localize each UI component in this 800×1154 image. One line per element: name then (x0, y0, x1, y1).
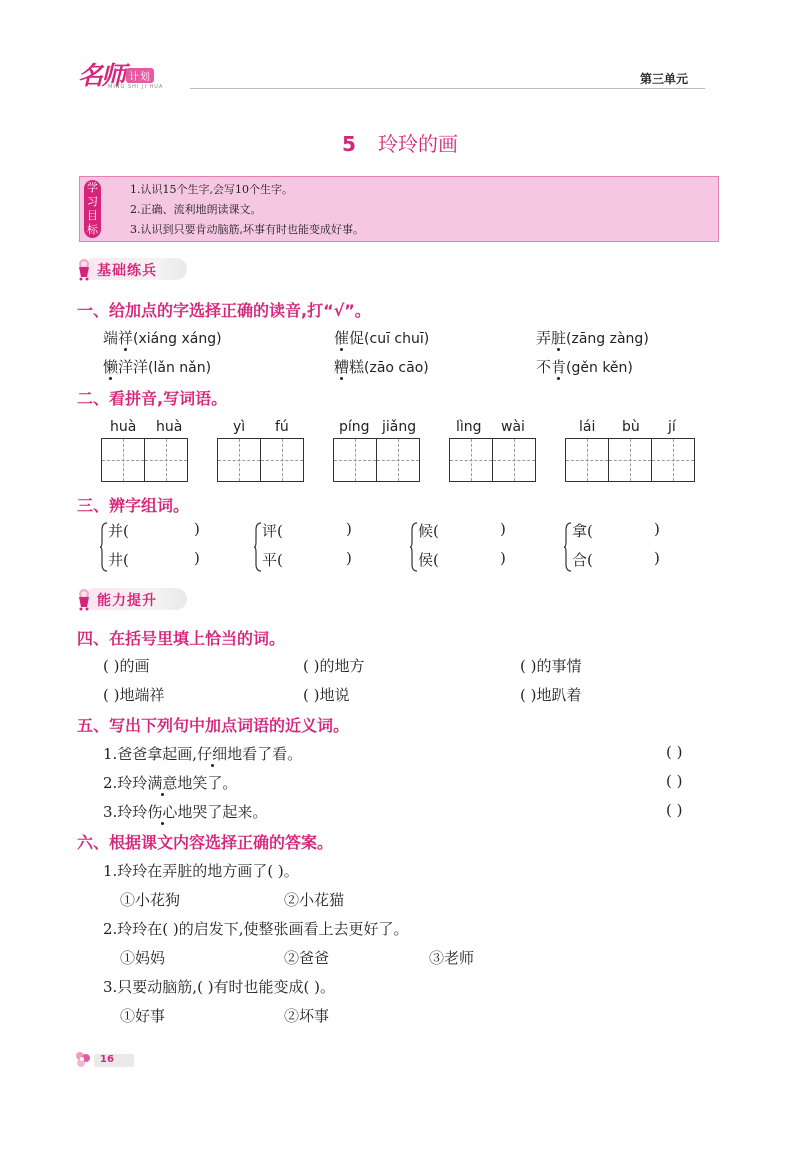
q4-heading: 四、在括号里填上恰当的词。 (77, 629, 286, 648)
writing-grid[interactable] (102, 438, 188, 482)
grid-cell[interactable] (449, 438, 493, 482)
q3-heading: 三、辨字组词。 (77, 496, 190, 515)
q6-option[interactable]: ②坏事 (284, 1007, 330, 1025)
grid-cell[interactable] (260, 438, 304, 482)
writing-grid[interactable] (566, 438, 695, 482)
q5-sentence (103, 772, 237, 793)
brace-icon (254, 522, 262, 572)
goals-tag-char: 标 (87, 223, 98, 236)
q2-pinyin: yì (233, 419, 246, 435)
q3-char: 候( (418, 522, 439, 540)
grid-cell[interactable] (376, 438, 420, 482)
q2-pinyin: jiǎng (382, 419, 417, 435)
q2-pinyin: fú (275, 419, 289, 435)
q1-text: 糕 (349, 358, 365, 376)
q1-dotted-char: 懒 (103, 358, 119, 376)
q3-char: 拿( (572, 522, 593, 540)
q1-options: (cuī chuī) (364, 331, 430, 347)
q1-item (334, 327, 429, 348)
q1-options: (gěn kěn) (566, 360, 633, 376)
q1-dotted-char: 催 (334, 329, 350, 347)
q1-heading: 一、给加点的字选择正确的读音,打“√”。 (77, 301, 371, 320)
banner-title: 能力提升 (97, 593, 157, 609)
q3-char: 合( (572, 551, 593, 569)
writing-grid[interactable] (450, 438, 536, 482)
page-number-text: 16 (100, 1054, 114, 1065)
q5-sentence (103, 743, 302, 764)
q1-options: (lǎn nǎn) (148, 360, 212, 376)
q1-item (103, 327, 222, 348)
goals-list (130, 180, 364, 240)
q2-pinyin: huà (110, 419, 137, 435)
q5-answer-blank[interactable]: ( ) (666, 772, 683, 790)
q1-text: 端 (103, 329, 119, 347)
grid-cell[interactable] (651, 438, 695, 482)
q1-dotted-char: 肯 (551, 358, 567, 376)
q5-answer-blank[interactable]: ( ) (666, 801, 683, 819)
logo-badge: 计划 (126, 68, 154, 83)
q5-text: 1.爸爸拿起画, (103, 745, 198, 763)
q3-close: ) (654, 549, 660, 567)
q3-pair (564, 520, 694, 576)
goals-tag-char: 目 (87, 209, 98, 222)
brace-icon (100, 522, 108, 572)
q3-close: ) (346, 549, 352, 567)
q4-item[interactable]: ( )地端祥 (103, 686, 165, 704)
section-banner-ability (75, 585, 195, 615)
q5-dotted-word: 仔细 (197, 745, 228, 763)
grid-cell[interactable] (144, 438, 188, 482)
goal-item: 2.正确、流利地朗读课文。 (130, 203, 262, 216)
q4-item[interactable]: ( )地说 (303, 686, 350, 704)
q1-text: 弄 (536, 329, 552, 347)
q5-text: 2.玲玲 (103, 774, 148, 792)
page-number (72, 1050, 142, 1072)
goals-tag-char: 习 (87, 195, 98, 208)
q3-close: ) (194, 549, 200, 567)
grid-cell[interactable] (333, 438, 377, 482)
q6-option[interactable]: ①好事 (120, 1007, 166, 1025)
q5-text: 地笑了。 (177, 774, 238, 792)
q1-item (536, 356, 633, 377)
q4-item[interactable]: ( )的画 (103, 657, 150, 675)
banner-title: 基础练兵 (97, 263, 157, 279)
q4-item[interactable]: ( )地趴着 (520, 686, 582, 704)
q5-text: 地看了看。 (227, 745, 303, 763)
flower-icon (72, 1050, 94, 1070)
q3-close: ) (194, 520, 200, 538)
goals-tag-char: 学 (87, 181, 98, 194)
writing-grid[interactable] (218, 438, 304, 482)
learning-goals-box (79, 176, 719, 242)
lesson-name: 玲玲的画 (377, 132, 458, 156)
q3-pair (100, 520, 230, 576)
q6-question: 1.玲玲在弄脏的地方画了( )。 (103, 862, 299, 880)
logo-subtitle: MING SHI JI HUA (108, 84, 164, 90)
q3-close: ) (654, 520, 660, 538)
q3-char: 井( (108, 551, 129, 569)
q1-text: 洋洋 (118, 358, 149, 376)
writing-grid[interactable] (334, 438, 420, 482)
q6-question: 3.只要动脑筋,( )有时也能变成( )。 (103, 978, 336, 996)
q1-item (334, 356, 429, 377)
girl-mascot-icon (75, 587, 93, 611)
grid-cell[interactable] (101, 438, 145, 482)
q2-heading: 二、看拼音,写词语。 (77, 389, 228, 408)
goal-item: 3.认识到只要肯动脑筋,坏事有时也能变成好事。 (130, 223, 364, 236)
q3-pair (410, 520, 540, 576)
goal-item: 1.认识15个生字,会写10个生字。 (130, 183, 293, 196)
q3-char: 并( (108, 522, 129, 540)
q1-dotted-char: 祥 (118, 329, 134, 347)
q6-heading: 六、根据课文内容选择正确的答案。 (77, 833, 334, 852)
q2-pinyin: bù (622, 419, 640, 435)
q5-answer-blank[interactable]: ( ) (666, 743, 683, 761)
q6-option[interactable]: ①妈妈 (120, 949, 166, 967)
q1-options: (zāo cāo) (364, 360, 429, 376)
q5-sentence (103, 801, 267, 822)
girl-mascot-icon (75, 257, 93, 281)
publisher-logo (78, 56, 188, 92)
logo-text: 名师 (78, 61, 125, 90)
q2-pinyin: wài (501, 419, 525, 435)
brace-icon (410, 522, 418, 572)
q5-dotted-word: 满意 (147, 774, 178, 792)
q5-text: 地哭了起来。 (177, 803, 268, 821)
q3-close: ) (500, 549, 506, 567)
lesson-number: 5 (342, 132, 356, 156)
q4-item[interactable]: ( )的事情 (520, 657, 582, 675)
q5-dotted-word: 伤心 (147, 803, 178, 821)
q1-item (103, 356, 211, 377)
header-divider (190, 88, 705, 89)
brace-icon (564, 522, 572, 572)
q6-option[interactable]: ③老师 (429, 949, 475, 967)
q2-pinyin: jí (668, 419, 676, 435)
q2-pinyin: píng (339, 419, 370, 435)
q2-pinyin: lìng (456, 419, 482, 435)
q3-close: ) (346, 520, 352, 538)
q1-text: 不 (536, 358, 552, 376)
q6-option[interactable]: ②爸爸 (284, 949, 330, 967)
q6-option[interactable]: ①小花狗 (120, 891, 181, 909)
q3-char: 平( (262, 551, 283, 569)
q1-dotted-char: 糟 (334, 358, 350, 376)
grid-cell[interactable] (608, 438, 652, 482)
q6-question: 2.玲玲在( )的启发下,使整张画看上去更好了。 (103, 920, 409, 938)
q3-close: ) (500, 520, 506, 538)
q1-options: (xiáng xáng) (133, 331, 222, 347)
q1-item (536, 327, 649, 348)
learning-goals-tag (84, 180, 101, 238)
section-banner-basic (75, 255, 195, 285)
q4-item[interactable]: ( )的地方 (303, 657, 365, 675)
grid-cell[interactable] (492, 438, 536, 482)
q6-option[interactable]: ②小花猫 (284, 891, 345, 909)
q2-pinyin: huà (156, 419, 183, 435)
grid-cell[interactable] (565, 438, 609, 482)
q1-text: 促 (349, 329, 365, 347)
grid-cell[interactable] (217, 438, 261, 482)
q1-options: (zāng zàng) (566, 331, 649, 347)
q5-text: 3.玲玲 (103, 803, 148, 821)
q3-char: 评( (262, 522, 283, 540)
q2-pinyin: lái (579, 419, 596, 435)
q5-heading: 五、写出下列句中加点词语的近义词。 (77, 716, 350, 735)
unit-label: 第三单元 (639, 72, 688, 86)
q3-pair (254, 520, 384, 576)
q3-char: 侯( (418, 551, 439, 569)
q1-dotted-char: 脏 (551, 329, 567, 347)
lesson-title (0, 128, 800, 157)
